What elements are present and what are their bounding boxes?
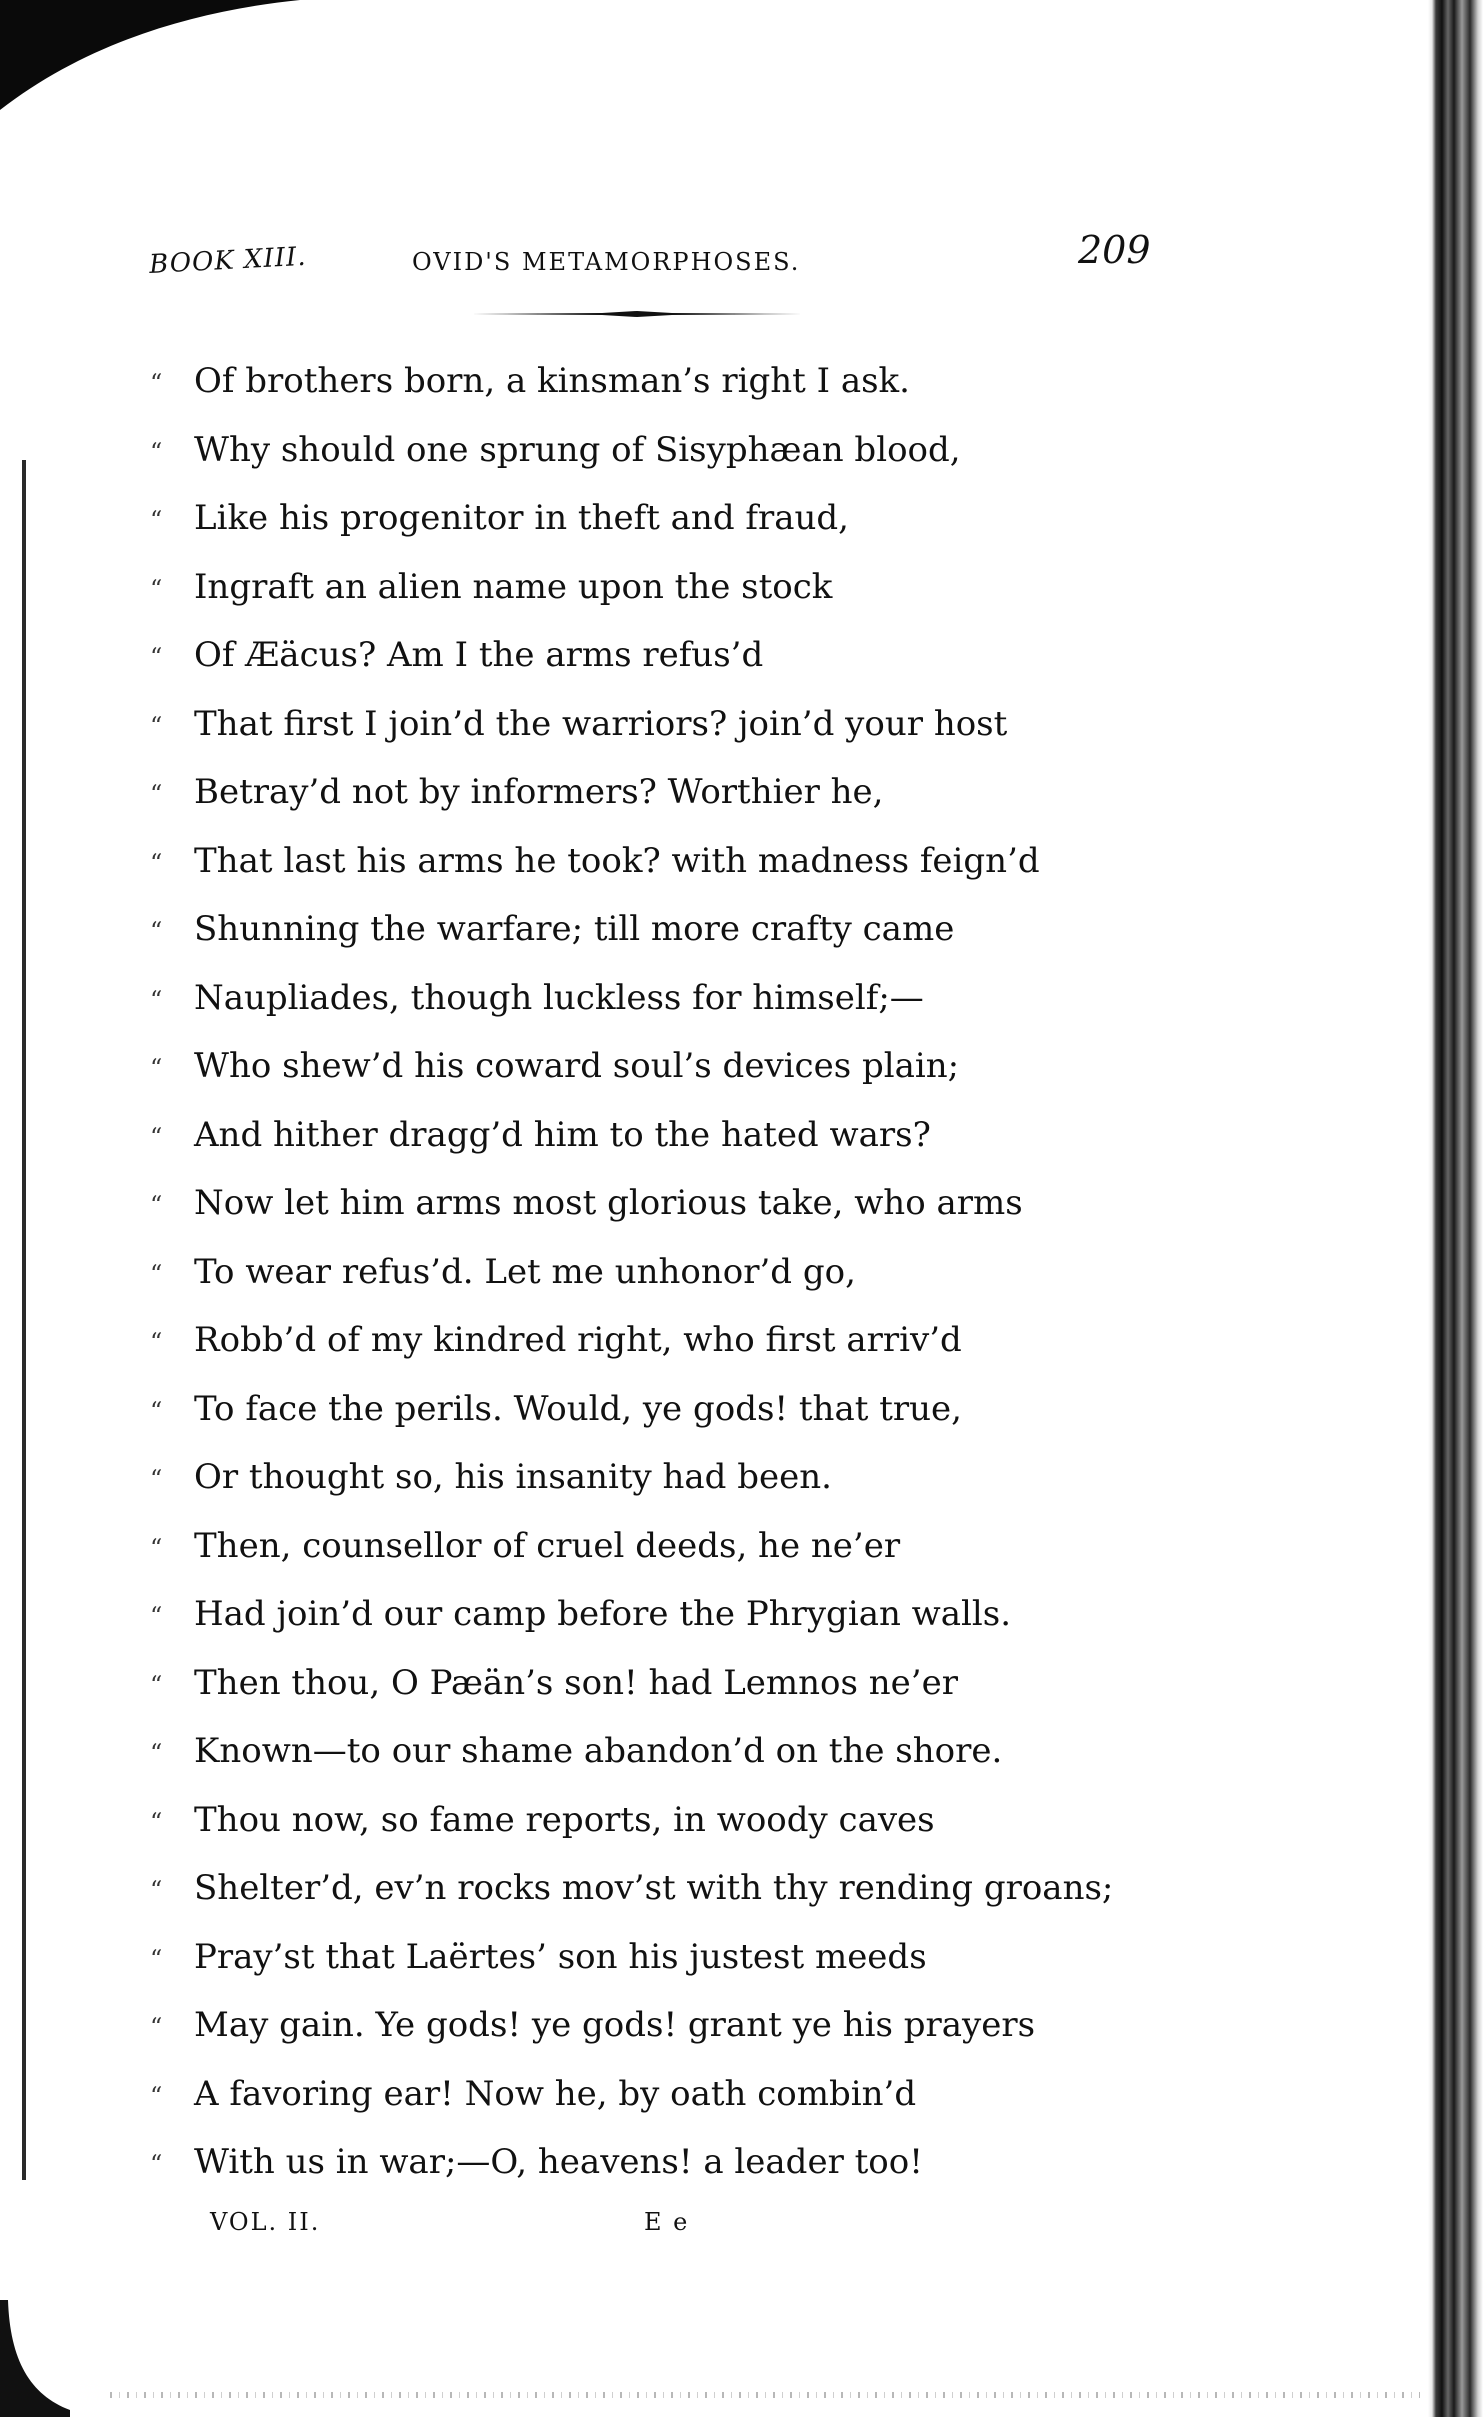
verse-line-text: May gain. Ye gods! ye gods! grant ye his prayers — [194, 2005, 1036, 2045]
verse-line — [150, 904, 1150, 973]
scan-page-edge — [1428, 0, 1483, 2417]
quote-mark: “ — [150, 437, 163, 466]
verse-line-text: Like his progenitor in theft and fraud, — [194, 498, 849, 538]
quote-mark: “ — [150, 780, 163, 808]
verse-line-text: Shunning the warfare; till more crafty came — [194, 909, 955, 949]
header-ornament-rule — [472, 311, 802, 317]
quote-mark: “ — [150, 1533, 163, 1562]
verse-block — [150, 356, 1150, 2206]
verse-line-text: Thou now, so fame reports, in woody caves — [194, 1799, 935, 1840]
verse-line-text: Then, counsellor of cruel deeds, he ne’er — [194, 1525, 901, 1566]
quote-mark: “ — [150, 574, 163, 603]
verse-line — [150, 1452, 1150, 1521]
quote-mark: “ — [150, 506, 163, 534]
verse-line — [150, 1658, 1150, 1727]
verse-line — [150, 2137, 1150, 2206]
verse-line-text: Shelter’d, ev’n rocks mov’st with thy rending groans; — [194, 1868, 1114, 1908]
quote-mark: “ — [150, 985, 163, 1014]
verse-line — [150, 1726, 1150, 1795]
verse-line — [150, 493, 1150, 562]
quote-mark: “ — [150, 1670, 163, 1699]
verse-line-text: To face the perils. Would, ye gods! that true, — [194, 1388, 962, 1429]
verse-line — [150, 836, 1150, 905]
verse-line-text: Known—to our shame abandon’d on the shore. — [194, 1731, 1003, 1771]
verse-line-text: Or thought so, his insanity had been. — [194, 1457, 832, 1497]
verse-line-text: And hither dragg’d him to the hated wars? — [194, 1114, 931, 1155]
verse-line — [150, 1521, 1150, 1590]
page-number: 209 — [1078, 228, 1151, 272]
verse-line — [150, 699, 1150, 768]
verse-line — [150, 1178, 1150, 1247]
quote-mark: “ — [150, 848, 163, 877]
running-title: OVID'S METAMORPHOSES. — [412, 248, 801, 276]
quote-mark: “ — [150, 1944, 163, 1973]
verse-line — [150, 767, 1150, 836]
volume-label: VOL. II. — [210, 2208, 321, 2236]
quote-mark: “ — [150, 1807, 163, 1836]
verse-line-text: With us in war;—O, heavens! a leader too! — [194, 2142, 923, 2182]
scan-bottom-corner — [0, 2300, 70, 2417]
quote-mark: “ — [150, 2081, 163, 2110]
verse-line — [150, 2069, 1150, 2138]
verse-line — [150, 1589, 1150, 1658]
verse-line-text: Naupliades, though luckless for himself;— — [194, 977, 924, 1018]
verse-line-text: A favoring ear! Now he, by oath combin’d — [194, 2073, 917, 2114]
quote-mark: “ — [150, 1328, 163, 1356]
verse-line — [150, 1932, 1150, 2001]
quote-mark: “ — [150, 1739, 163, 1767]
quote-mark: “ — [150, 369, 163, 397]
verse-line-text: Betray’d not by informers? Worthier he, — [194, 772, 884, 812]
verse-line-text: Now let him arms most glorious take, who arms — [194, 1183, 1023, 1223]
verse-line — [150, 630, 1150, 699]
signature-line — [210, 2208, 810, 2248]
quote-mark: “ — [150, 1191, 163, 1219]
scan-bottom-noise — [110, 2392, 1420, 2398]
quote-mark: “ — [150, 2150, 163, 2178]
verse-line — [150, 1795, 1150, 1864]
book-label: BOOK XIII. — [148, 241, 308, 280]
verse-line-text: Pray’st that Laërtes’ son his justest meeds — [194, 1936, 927, 1977]
verse-line — [150, 2000, 1150, 2069]
verse-line-text: Had join’d our camp before the Phrygian walls. — [194, 1594, 1012, 1634]
quote-mark: “ — [150, 711, 163, 740]
verse-line-text: Ingraft an alien name upon the stock — [194, 566, 833, 607]
verse-line-text: That first I join’d the warriors? join’d your host — [194, 703, 1008, 744]
quote-mark: “ — [150, 1396, 163, 1425]
verse-line-text: Robb’d of my kindred right, who first arriv’d — [194, 1320, 962, 1360]
quote-mark: “ — [150, 1054, 163, 1082]
verse-line — [150, 1041, 1150, 1110]
verse-line — [150, 1315, 1150, 1384]
quote-mark: “ — [150, 1259, 163, 1288]
verse-line — [150, 562, 1150, 631]
verse-line-text: Why should one sprung of Sisyphæan blood, — [194, 429, 961, 470]
verse-line-text: Then thou, O Pæän’s son! had Lemnos ne’er — [194, 1662, 958, 1703]
verse-line-text: That last his arms he took? with madness feign’d — [194, 840, 1040, 881]
quote-mark: “ — [150, 2013, 163, 2041]
verse-line — [150, 1384, 1150, 1453]
verse-line — [150, 356, 1150, 425]
verse-line-text: Of brothers born, a kinsman’s right I ask. — [194, 361, 910, 401]
verse-line — [150, 1110, 1150, 1179]
scan-corner-shadow — [0, 0, 300, 120]
verse-line-text: Of Æäcus? Am I the arms refus’d — [194, 635, 764, 675]
quote-mark: “ — [150, 917, 163, 945]
quote-mark: “ — [150, 1876, 163, 1904]
scan-binding-shadow — [22, 460, 26, 2180]
verse-line — [150, 1247, 1150, 1316]
verse-line — [150, 1863, 1150, 1932]
signature-mark: E e — [644, 2208, 690, 2236]
quote-mark: “ — [150, 1465, 163, 1493]
verse-line — [150, 425, 1150, 494]
quote-mark: “ — [150, 1602, 163, 1630]
verse-line-text: To wear refus’d. Let me unhonor’d go, — [194, 1251, 856, 1292]
verse-line — [150, 973, 1150, 1042]
running-header — [150, 228, 1150, 288]
quote-mark: “ — [150, 643, 163, 671]
verse-line-text: Who shew’d his coward soul’s devices plain; — [194, 1046, 960, 1086]
quote-mark: “ — [150, 1122, 163, 1151]
